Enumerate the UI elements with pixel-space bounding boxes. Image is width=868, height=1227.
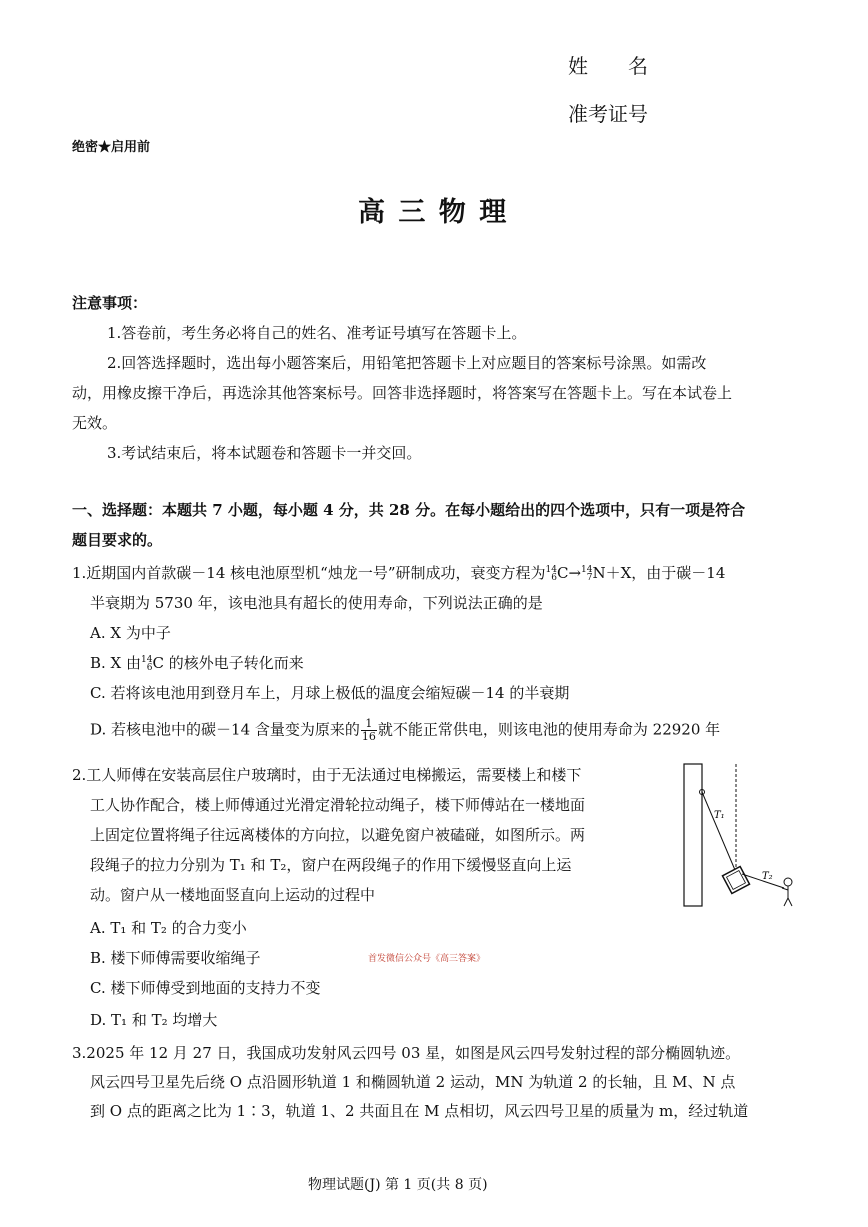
q1-option-d-text-b: 就不能正常供电，则该电池的使用寿命为 22920 年 [377,720,721,739]
fraction-one-sixteenth [361,718,377,743]
q1-option-a: A. X 为中子 [90,624,171,642]
label-t1: T₁ [714,810,725,821]
carbon-atomic-number-b: 6 [146,663,153,673]
q1-stem-line-2: 半衰期为 5730 年，该电池具有超长的使用寿命，下列说法正确的是 [90,594,543,612]
rope-t1 [702,792,735,870]
q3-stem-line-2: 风云四号卫星先后绕 O 点沿圆形轨道 1 和椭圆轨道 2 运动，MN 为轨道 2 的长轴，且 M、N 点 [90,1073,736,1091]
notice-item-3: 3.考试结束后，将本试题卷和答题卡一并交回。 [107,444,422,462]
carbon-mass-number: 14 [545,565,557,575]
q1-stem-text-b: C→ [556,564,582,582]
carbon-nuclide-numbers-b [141,656,152,672]
exam-id-label: 准考证号 [568,102,648,126]
q1-option-b-text-a: B. X 由 [90,654,142,672]
secret-label: 绝密★启用前 [72,140,151,155]
notice-item-2-line-2: 动，用橡皮擦干净后，再选涂其他答案标号。回答非选择题时，将答案写在答题卡上。写在本试卷上 [72,384,733,402]
notice-item-2-line-3: 无效。 [72,414,118,432]
notice-heading: 注意事项： [72,294,148,312]
building-wall [684,764,702,906]
q1-option-b-text-b: C 的核外电子转化而来 [152,654,304,672]
q2-stem-line-1: 2.工人师傅在安装高层住户玻璃时，由于无法通过电梯搬运，需要楼上和楼下 [72,766,582,784]
q1-option-b [90,653,304,673]
carbon-mass-number-b: 14 [141,655,153,665]
q2-option-c: C. 楼下师傅受到地面的支持力不变 [90,979,321,997]
q1-stem-line-1 [72,563,725,583]
q1-option-c: C. 若将该电池用到登月车上，月球上极低的温度会缩短碳－14 的半衰期 [90,684,570,702]
fraction-numerator: 1 [361,718,377,731]
page-title: 高 三 物 理 [358,197,509,228]
q2-stem-line-4: 段绳子的拉力分别为 T₁ 和 T₂，窗户在两段绳子的作用下缓慢竖直向上运 [90,856,572,874]
section-heading-line-1: 一、选择题：本题共 7 小题，每小题 4 分，共 28 分。在每小题给出的四个选项中，只有一项是符合 [72,501,746,519]
q1-option-d [90,718,720,743]
q1-stem-text-a: 1.近期国内首款碳－14 核电池原型机“烛龙一号”研制成功，衰变方程为 [72,564,546,582]
fraction-denominator: 16 [361,730,376,743]
q1-option-d-text-a: D. 若核电池中的碳－14 含量变为原来的 [90,720,360,739]
q2-stem-line-2: 工人协作配合，楼上师傅通过光滑定滑轮拉动绳子，楼下师傅站在一楼地面 [90,796,586,814]
carbon-atomic-number: 6 [551,573,557,583]
window-icon [722,866,749,893]
watermark: 首发微信公众号《高三答案》 [368,954,486,964]
q2-figure [680,762,808,910]
q2-option-a: A. T₁ 和 T₂ 的合力变小 [90,919,247,937]
q3-stem-line-3: 到 O 点的距离之比为 1∶3，轨道 1、2 共面且在 M 点相切，风云四号卫星的质量为 m，经过轨道 [90,1102,749,1120]
nitrogen-atomic-number: 7 [586,573,593,583]
notice-item-2-line-1: 2.回答选择题时，选出每小题答案后，用铅笔把答题卡上对应题目的答案标号涂黑。如需改 [107,354,707,372]
q2-stem-line-3: 上固定位置将绳子往远离楼体的方向拉，以避免窗户被磕碰，如图所示。两 [90,826,586,844]
name-label: 姓 名 [568,54,648,78]
carbon-nuclide-numbers [546,566,557,582]
label-t2: T₂ [762,871,773,882]
q2-option-b: B. 楼下师傅需要收缩绳子 [90,949,261,967]
q2-option-d: D. T₁ 和 T₂ 均增大 [90,1011,218,1029]
worker-icon [782,878,792,906]
q2-stem-line-5: 动。窗户从一楼地面竖直向上运动的过程中 [90,886,376,904]
nitrogen-nuclide-numbers [581,566,592,582]
notice-item-1: 1.答卷前，考生务必将自己的姓名、准考证号填写在答题卡上。 [107,324,527,342]
page-footer: 物理试题(J) 第 1 页(共 8 页) [308,1177,488,1193]
section-heading-line-2: 题目要求的。 [72,531,163,549]
q3-stem-line-1: 3.2025 年 12 月 27 日，我国成功发射风云四号 03 星，如图是风云四号发射过程的部分椭圆轨迹。 [72,1044,741,1062]
nitrogen-mass-number: 14 [581,565,593,575]
q1-stem-text-c: N＋X，由于碳－14 [592,564,726,582]
